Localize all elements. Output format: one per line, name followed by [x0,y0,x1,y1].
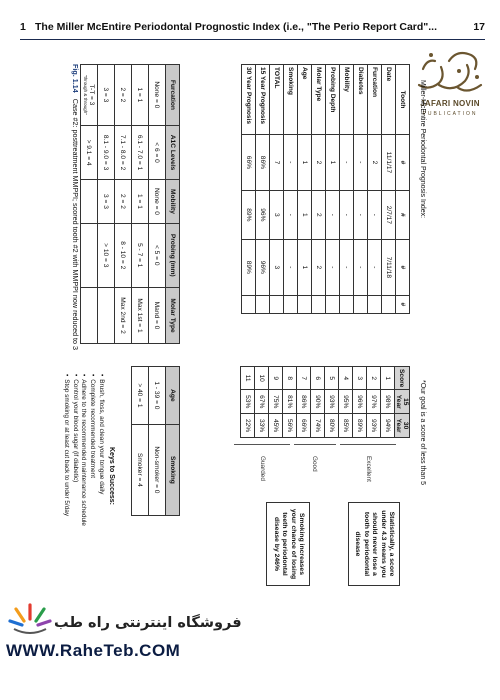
table-cell: < 6 = 0 [149,125,166,180]
table-cell: 1 [298,135,312,191]
table-row [312,65,326,314]
table-row [283,367,297,438]
table-cell: 89% [242,190,256,239]
table-cell: 2 [367,367,381,390]
table-cell: - [354,239,368,295]
header-rule [20,39,485,41]
callout-score-note: Statistically, a score under 4.3 means you should never lose a tooth to periodontal disease [348,502,400,586]
table-cell: 7.1 - 8.0 = 2 [115,125,132,180]
row-label: TOTAL [270,65,284,135]
table-cell: 2 [368,135,382,191]
table-cell: 93% [325,390,339,414]
col-header: # [396,239,410,295]
list-item: • Control your blood sugar (if diabetic) [70,374,79,586]
table-cell: 11 [241,367,255,390]
list-item: • Complete recommended treatment [87,374,96,586]
col-header: Furcation [166,65,180,126]
table-cell: 2 [312,135,326,191]
table-cell: - [340,135,354,191]
row-label: Mobility [340,65,354,135]
score-prognosis-body [241,367,395,438]
row-label: Molar Type [312,65,326,135]
table-row [256,65,270,314]
table-row [149,367,166,516]
table-cell [81,288,98,344]
table-cell: - [284,239,298,295]
running-header [20,18,485,40]
col-header: Age [166,367,180,425]
table-cell: 9 [269,367,283,390]
bracket-good [294,444,336,454]
rotated-figure [60,50,430,595]
table-cell: 3 [270,239,284,295]
bracket-guarded [234,444,290,454]
col-header: Mobility [166,180,180,223]
table-cell [270,295,284,313]
table-cell [256,295,270,313]
store-footer [6,595,306,695]
table-cell: Mand = 0 [149,288,166,344]
table-cell: 7 [297,367,311,390]
table-cell: 3 [353,367,367,390]
row-label: 15 Year Prognosis [256,65,270,135]
table-header-row [166,65,180,344]
table-cell: 33% [255,414,269,438]
table-cell: 3 = 3 [98,65,115,126]
bracket-label-excellent: Excellent [365,456,372,482]
page-number: 17 [473,21,485,33]
table-cell: 10 [255,367,269,390]
table-cell: 8.1 - 9.0 = 3 [98,125,115,180]
table-row [382,65,396,314]
table-cell: 4 [339,367,353,390]
table-cell: - [284,135,298,191]
table-cell: 2 = 2 [115,65,132,126]
table-cell: - [368,190,382,239]
table-cell: 6 [311,367,325,390]
table-cell [98,288,115,344]
table-cell: 93% [367,414,381,438]
table-cell: < 5 = 0 [149,223,166,288]
table-cell: 86% [297,390,311,414]
table-row [115,65,132,344]
table-row [354,65,368,314]
table-cell: - [368,239,382,295]
table-cell: 90% [311,390,325,414]
col-header: Score [395,367,410,390]
table-cell: 11/1/17 [382,135,396,191]
table-cell [340,295,354,313]
table-cell: > 9.1 = 4 [81,125,98,180]
row-label: Smoking [284,65,298,135]
table-cell: 81% [283,390,297,414]
table-row [255,367,269,438]
callout-smoking-note: Smoking increases your chance of losing teeth to periodontal disease by 246% [266,502,310,586]
table-row [340,65,354,314]
table-cell: 1 - 39 = 0 [149,367,166,425]
row-label: Diabetes [354,65,368,135]
table-cell: 5 - 7 = 1 [132,223,149,288]
table-cell: 89% [353,414,367,438]
figure-caption-text: Case #2: posttreatment MMPPI; scored tooth #2 with MMPPI now reduced to 3 [71,98,80,351]
table-cell: 1 [381,367,395,390]
age-smoking-table [131,366,180,516]
table-cell: 96% [256,190,270,239]
col-header: # [396,190,410,239]
prognosis-index-table [241,64,410,314]
table-cell: - [326,190,340,239]
table-cell: - [284,190,298,239]
row-label: Probing Depth [326,65,340,135]
table-cell: 96% [353,390,367,414]
table-cell: Non-smoker = 0 [149,424,166,515]
chapter-number: 1 [20,21,26,33]
table-row [270,65,284,314]
scoring-criteria-body [81,65,166,344]
store-website[interactable]: WWW.RaheTeb.COM [6,641,181,660]
scoring-criteria-table [80,64,180,344]
table-row [98,65,115,344]
table-cell: - [354,135,368,191]
table-cell: 6.1 - 7.0 = 1 [132,125,149,180]
table-row [311,367,325,438]
table-cell: 75% [269,390,283,414]
figure-caption [71,64,80,350]
col-header: A1C Levels [166,125,180,180]
table-row [241,367,255,438]
row-label: Date [382,65,396,135]
bracket-label-guarded: Guarded [259,456,266,481]
table-cell: 22% [241,414,255,438]
col-header: # [396,295,410,313]
keys-title: Keys to Success: [108,447,115,505]
table-cell: 2 [312,190,326,239]
table-cell: 2/7/17 [382,190,396,239]
table-row [325,367,339,438]
table-cell: 3 [270,190,284,239]
table-cell: 74% [311,414,325,438]
table-cell: Max 2nd = 2 [115,288,132,344]
row-label: 30 Year Prognosis [242,65,256,135]
table-header-row [395,367,410,438]
table-cell [312,295,326,313]
table-cell: 1 = 1 [132,180,149,223]
publisher-name: JAFARI NOVIN [420,99,480,108]
table-cell [382,295,396,313]
col-header: 15 Year [395,390,410,414]
table-cell [368,295,382,313]
col-header: Tooth [396,65,410,135]
publisher-sub: PUBLICATION [422,111,478,117]
table-cell: 89% [242,239,256,295]
col-header: 30 Year [395,414,410,438]
table-row [242,65,256,314]
table-row [368,65,382,314]
table-cell: 86% [256,135,270,191]
list-item: • Stop smoking or at least cut back to under 5/day [61,374,70,586]
list-item: • Brush, floss, and clean your tongue daily [96,374,105,586]
table-row [284,65,298,314]
table-cell: Smoker = 4 [132,424,149,515]
table-cell: 8 - 10 = 2 [115,223,132,288]
table-row [132,65,149,344]
table-cell: 94% [381,414,395,438]
table-cell: T-T = 3 "through & through" [81,65,98,126]
table-cell: - [340,190,354,239]
bracket-excellent [340,444,396,454]
running-title: The Miller McEntire Periodontal Prognostic Index (i.e., "The Perio Report Card"... [35,21,438,33]
col-header: Probing (mm) [166,223,180,288]
through-and-through-note: "through & through" [83,74,88,115]
table-cell [284,295,298,313]
table-cell: 85% [339,414,353,438]
table-cell: 7/11/18 [382,239,396,295]
table-cell: None = 0 [149,180,166,223]
table-cell: 1 [326,135,340,191]
table-cell: 3 = 3 [98,180,115,223]
table-cell: 66% [297,414,311,438]
table-row [132,367,149,516]
table-cell: 95% [339,390,353,414]
table-row [326,65,340,314]
table-row [353,367,367,438]
table-row [269,367,283,438]
table-cell: 96% [256,239,270,295]
table-row [339,367,353,438]
table-cell: 45% [269,414,283,438]
store-name-persian: فروشگاه اینترنتی راه طب [54,615,242,631]
dumbbell-ball-logo-icon [6,601,54,637]
table-cell: 7 [270,135,284,191]
table-row [81,65,98,344]
table-row [298,65,312,314]
table-header-row [396,65,410,314]
table-cell [81,180,98,223]
table-cell: - [326,239,340,295]
table-row [381,367,395,438]
row-label: Furcation [368,65,382,135]
bracket-label-good: Good [311,456,318,472]
table-cell: 97% [367,390,381,414]
table-cell [326,295,340,313]
table-cell: > 10 = 3 [98,223,115,288]
row-label: Age [298,65,312,135]
table-header-row [166,367,180,516]
age-smoking-body [132,367,166,516]
table-cell: 5 [325,367,339,390]
table-cell: 1 [298,239,312,295]
col-header: Smoking [166,424,180,515]
table-cell: - [340,239,354,295]
index-table-title: Miller-McEntire Periodontal Prognosis Index: [419,80,426,219]
table-cell: - [354,190,368,239]
table-cell: 2 [312,239,326,295]
table-cell: 66% [242,135,256,191]
table-cell: 1 [298,190,312,239]
table-row [367,367,381,438]
table-cell: 67% [255,390,269,414]
table-cell: 56% [283,414,297,438]
col-header: Molar Type [166,288,180,344]
table-row [149,65,166,344]
table-cell [354,295,368,313]
table-cell: 53% [241,390,255,414]
table-cell [81,223,98,288]
list-item: • Adhere to the recommended maintenance schedule [79,374,88,586]
figure-label: Fig. 1.14 [71,64,80,93]
table-cell: 2 = 2 [115,180,132,223]
table-cell [242,295,256,313]
col-header: # [396,135,410,191]
table-cell: Max 1st = 1 [132,288,149,344]
table-cell: None = 0 [149,65,166,126]
table-cell: 1 = 1 [132,65,149,126]
score-prognosis-table [240,366,410,438]
keys-to-success [61,366,116,586]
goal-note: *Our goal is a score of less than 5 [419,380,426,486]
keys-list [61,366,104,586]
table-row [297,367,311,438]
table-cell: > 40 = 1 [132,367,149,425]
table-cell: 98% [381,390,395,414]
table-cell [298,295,312,313]
prognosis-index-body [242,65,396,314]
table-cell: 8 [283,367,297,390]
table-cell: 80% [325,414,339,438]
